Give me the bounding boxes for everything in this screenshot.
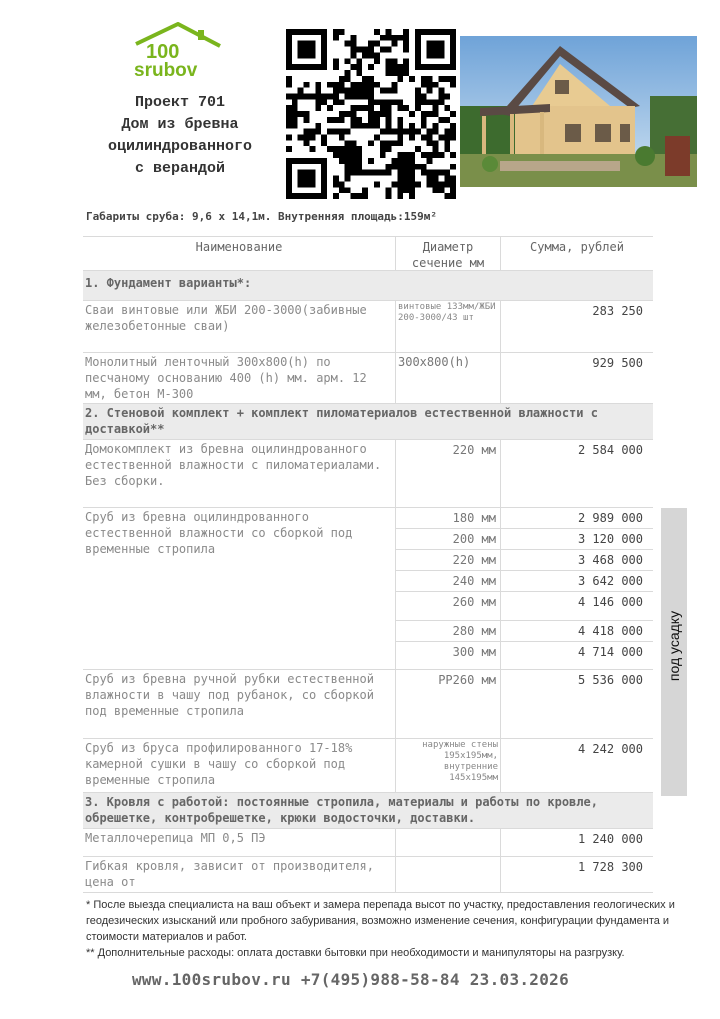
- variant-sum: 3 642 000: [501, 571, 653, 592]
- side-tab-label: под усадку: [666, 610, 682, 682]
- dimensions-text: Габариты сруба: 9,6 х 14,1м. Внутренняя площадь:159м²: [86, 210, 437, 223]
- variant-diameters: [396, 508, 501, 669]
- shrinkage-side-tab: [661, 508, 687, 796]
- section-title-row: [83, 793, 653, 829]
- row-sum: 1 240 000: [577, 832, 643, 846]
- variant-sum: 3 120 000: [501, 529, 653, 550]
- title-line: Дом из бревна: [121, 116, 239, 133]
- variant-sum: 4 146 000: [501, 592, 653, 621]
- company-logo: [128, 22, 228, 82]
- variant-sum: 3 468 000: [501, 550, 653, 571]
- variant-diameter: 260 мм: [396, 592, 500, 621]
- row-name: Металлочерепица МП 0,5 ПЭ: [83, 829, 396, 856]
- project-title: [80, 92, 280, 180]
- row-name: Сруб из бруса профилированного 17-18% камерной сушки в чашу со сборкой под временные стропила: [83, 739, 396, 792]
- row-name: Сваи винтовые или ЖБИ 200-3000(забивные железобетонные сваи): [83, 301, 396, 352]
- header-diameter: Диаметр сечение мм: [396, 237, 501, 270]
- variant-diameter: 240 мм: [396, 571, 500, 592]
- row-diameter-empty: [396, 829, 501, 856]
- table-row: [83, 353, 653, 404]
- footnotes: [86, 897, 698, 961]
- section-title-row: [83, 404, 653, 440]
- row-name: Гибкая кровля, зависит от производителя, цена от: [83, 857, 396, 892]
- row-sum: 4 242 000: [577, 742, 643, 756]
- price-table: [83, 236, 653, 893]
- title-line: оцилиндрованного: [107, 138, 253, 155]
- table-row: [83, 829, 653, 857]
- variant-sum: 2 989 000: [501, 508, 653, 529]
- table-header-row: [83, 236, 653, 271]
- section-title-row: [83, 271, 653, 301]
- variant-sum: 4 714 000: [577, 645, 643, 659]
- footnote: ** Дополнительные расходы: оплата доставки бытовки при необходимости и манипуляторы на разгрузку.: [86, 947, 625, 959]
- variant-diameter: 280 мм: [396, 621, 500, 642]
- table-row: [83, 440, 653, 508]
- title-line: Проект 701: [134, 94, 225, 111]
- variant-sums: [501, 508, 653, 669]
- row-name: Домокомплект из бревна оцилиндрованного естественной влажности с пиломатериалами. Без сборки.: [83, 440, 396, 507]
- table-row: [83, 301, 653, 353]
- row-sum: 929 500: [592, 356, 643, 370]
- table-row: [83, 739, 653, 793]
- table-row: [83, 670, 653, 739]
- variant-diameter: 180 мм: [396, 508, 500, 529]
- row-sum: 5 536 000: [577, 673, 643, 687]
- row-sum: 2 584 000: [577, 443, 643, 457]
- variant-diameter: 200 мм: [396, 529, 500, 550]
- row-name: Сруб из бревна оцилиндрованного естественной влажности со сборкой под временные стропила: [83, 508, 396, 669]
- row-diameter: винтовые 133мм/ЖБИ 200-3000/43 шт: [396, 301, 501, 352]
- house-photo: [460, 36, 697, 187]
- row-diameter: наружные стены 195х195мм, внутренние 145х195мм: [396, 739, 501, 792]
- section3-title: 3. Кровля с работой: постоянные стропила, материалы и работы по кровле, обрешетке, контробрешетке, крюки водосточки, доставки.: [85, 795, 598, 825]
- row-diameter: 220 мм: [396, 440, 501, 507]
- qr-code: [286, 29, 456, 199]
- header-name: Наименование: [83, 237, 396, 270]
- row-name: Сруб из бревна ручной рубки естественной влажности в чашу под рубанок, со сборкой под временные стропила: [83, 670, 396, 738]
- variant-diameter: 300 мм: [452, 645, 496, 659]
- variant-sum: 4 418 000: [501, 621, 653, 642]
- section2-title: 2. Стеновой комплект + комплект пиломатериалов естественной влажности с доставкой**: [85, 406, 598, 436]
- section1-title: 1. Фундамент варианты*:: [85, 276, 252, 290]
- table-row-group: [83, 508, 653, 670]
- footer-contacts: www.100srubov.ru +7(495)988-58-84 23.03.2026: [132, 970, 570, 989]
- row-name: Монолитный ленточный 300х800(h) по песчаному основанию 400 (h) мм. арм. 12 мм, бетон М-300: [83, 353, 396, 403]
- row-sum: 1 728 300: [577, 860, 643, 874]
- row-diameter: 300х800(h): [396, 353, 501, 403]
- logo-bottom-text: srubov: [134, 60, 198, 81]
- title-line: с верандой: [134, 160, 225, 177]
- variant-diameter: 220 мм: [396, 550, 500, 571]
- row-diameter: РР260 мм: [396, 670, 501, 738]
- footnote: * После выезда специалиста на ваш объект и замера перепада высот по участку, предоставления геологических и геодезических изысканий или пробного забуривания, возможно изменение сечения, конфигурации фундамента и стоимости материалов и работ.: [86, 899, 675, 943]
- header-sum: Сумма, рублей: [530, 240, 624, 254]
- table-row: [83, 857, 653, 893]
- row-sum: 283 250: [592, 304, 643, 318]
- logo-top-text: 100: [146, 41, 180, 63]
- row-diameter-empty: [396, 857, 501, 892]
